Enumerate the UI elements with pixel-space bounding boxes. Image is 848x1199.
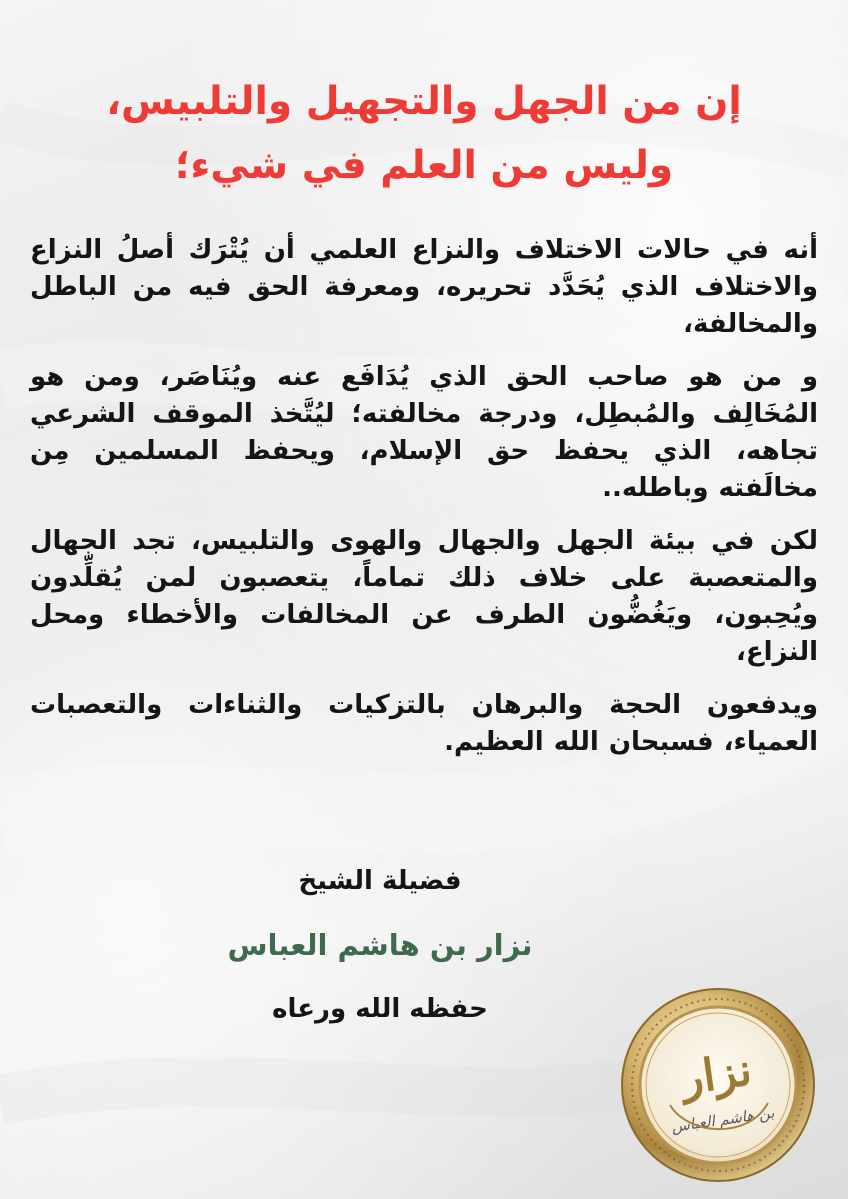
paragraph-1: أنه في حالات الاختلاف والنزاع العلمي أن يُتْرَك أصلُ النزاع والاختلاف الذي يُحَدَّد تحريره، ومعرفة الحق فيه من الباطل والمخالفة، <box>30 235 818 339</box>
seal-main-text: نزار <box>678 1044 755 1105</box>
paragraph-4: ويدفعون الحجة والبرهان بالتزكيات والثناءات والتعصبات العمياء، فسبحان الله العظيم. <box>30 690 818 757</box>
title-line-2: وليس من العلم في شيء؛ <box>174 143 674 188</box>
page-title <box>40 70 808 198</box>
quote-body <box>30 232 818 777</box>
signature-name: نزار بن هاشم العباس <box>227 928 533 962</box>
paragraph-3: لكن في بيئة الجهل والجهال والهوى والتلبيس، تجد الجهال والمتعصبة على خلاف ذلك تماماً، يتعصبون لمن يُقلِّدون ويُحِبون، ويَغُضُّون الطرف عن المخالفات والأخطاء ومحل النزاع، <box>30 526 818 667</box>
title-line-1: إن من الجهل والتجهيل والتلبيس، <box>106 79 742 124</box>
signature-role: فضيلة الشيخ <box>298 866 462 896</box>
signature-prayer: حفظه الله ورعاه <box>272 994 488 1024</box>
seal-sub-text: بن هاشم العباس <box>670 1103 776 1136</box>
paragraph-2: و من هو صاحب الحق الذي يُدَافَع عنه ويُنَاصَر، ومن هو المُخَالِف والمُبطِل، ودرجة مخالفته؛ ليُتَّخذ الموقف الشرعي تجاهه، الذي يحفظ حق الإسلام، ويحفظ المسلمين مِن مخالَفته وباطله.. <box>30 362 818 503</box>
calligraphy-seal-logo <box>618 985 818 1185</box>
